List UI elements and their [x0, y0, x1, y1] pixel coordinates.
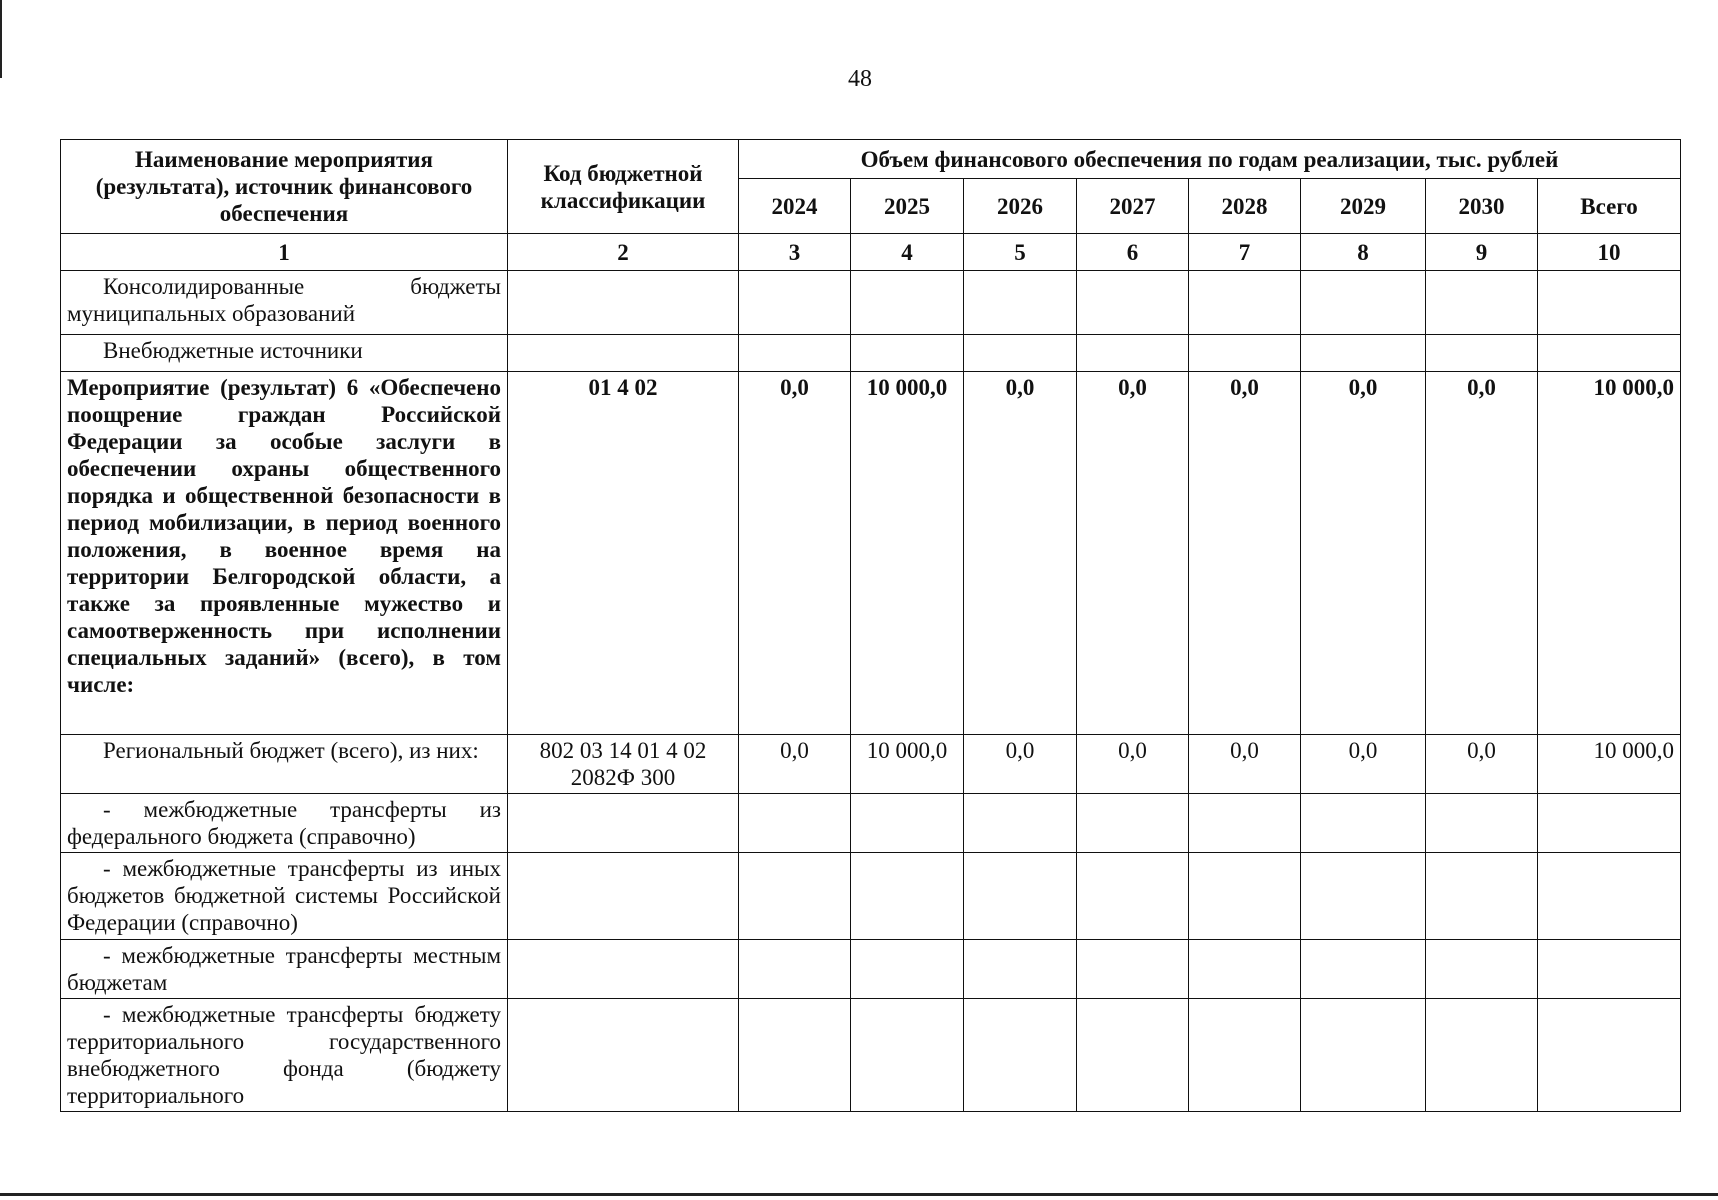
column-number: 1 [61, 234, 508, 271]
row-value: 0,0 [1301, 372, 1426, 735]
header-year-2030: 2030 [1426, 179, 1538, 234]
row-value: 0,0 [739, 735, 851, 794]
row-code: 802 03 14 01 4 02 2082Ф 300 [508, 735, 739, 794]
row-value [739, 794, 851, 853]
row-value [1538, 271, 1681, 335]
row-value [851, 335, 964, 372]
row-value [964, 853, 1077, 940]
row-value [1189, 271, 1301, 335]
row-value [1301, 853, 1426, 940]
page-bottom-rule [0, 1193, 1718, 1196]
table-row-measure-6 [61, 372, 1681, 735]
table-row [61, 999, 1681, 1112]
row-name: - межбюджетные трансферты местным бюджетам [61, 940, 508, 999]
row-value [1301, 794, 1426, 853]
row-code [508, 853, 739, 940]
row-value [1189, 794, 1301, 853]
budget-table [60, 139, 1681, 1112]
row-value [1077, 794, 1189, 853]
row-value: 0,0 [739, 372, 851, 735]
row-value [739, 335, 851, 372]
row-value [1077, 853, 1189, 940]
row-code [508, 794, 739, 853]
page-number: 48 [848, 66, 872, 92]
header-row-top [61, 140, 1681, 179]
row-value [1426, 271, 1538, 335]
table-row [61, 853, 1681, 940]
row-value [1538, 335, 1681, 372]
row-value: 10 000,0 [1538, 735, 1681, 794]
row-name: - межбюджетные трансферты из федерального бюджета (справочно) [61, 794, 508, 853]
table-row [61, 335, 1681, 372]
row-value [1189, 999, 1301, 1112]
row-value [1301, 940, 1426, 999]
column-number: 5 [964, 234, 1077, 271]
header-code-column: Код бюджетной классификации [508, 140, 739, 234]
row-value: 0,0 [1426, 372, 1538, 735]
row-value: 10 000,0 [851, 372, 964, 735]
row-value: 0,0 [1189, 372, 1301, 735]
row-value [1189, 940, 1301, 999]
row-value [739, 271, 851, 335]
row-value [1426, 335, 1538, 372]
row-value [1538, 940, 1681, 999]
header-year-2025: 2025 [851, 179, 964, 234]
row-value: 0,0 [1189, 735, 1301, 794]
column-number-row [61, 234, 1681, 271]
header-name-column: Наименование мероприятия (результата), источник финансового обеспечения [61, 140, 508, 234]
row-value [1189, 853, 1301, 940]
row-name: Мероприятие (результат) 6 «Обеспечено поощрение граждан Российской Федерации за особые заслуги в обеспечении охраны общественного порядка и общественной безопасности в период мобилизации, в период военного положения, в военное время на территории Белгородской области, а также за проявленные мужество и самоотверженность при исполнении специальных заданий» (всего), в том числе: [61, 372, 508, 735]
row-value [739, 999, 851, 1112]
row-value [1538, 999, 1681, 1112]
row-code: 01 4 02 [508, 372, 739, 735]
row-code [508, 999, 739, 1112]
column-number: 2 [508, 234, 739, 271]
header-total: Всего [1538, 179, 1681, 234]
row-value [964, 940, 1077, 999]
row-value [964, 335, 1077, 372]
row-value: 0,0 [1426, 735, 1538, 794]
page-left-edge [0, 0, 2, 78]
table-row [61, 271, 1681, 335]
header-year-2027: 2027 [1077, 179, 1189, 234]
header-volume-column: Объем финансового обеспечения по годам реализации, тыс. рублей [739, 140, 1681, 179]
column-number: 9 [1426, 234, 1538, 271]
header-year-2024: 2024 [739, 179, 851, 234]
row-code [508, 271, 739, 335]
header-year-2029: 2029 [1301, 179, 1426, 234]
row-name: Региональный бюджет (всего), из них: [61, 735, 508, 794]
row-value [851, 853, 964, 940]
row-value [1301, 999, 1426, 1112]
row-code [508, 940, 739, 999]
row-code [508, 335, 739, 372]
row-value: 0,0 [1077, 735, 1189, 794]
row-value: 10 000,0 [851, 735, 964, 794]
row-value [851, 271, 964, 335]
header-year-2028: 2028 [1189, 179, 1301, 234]
row-name: Консолидированные бюджеты муниципальных образований [61, 271, 508, 335]
row-value: 10 000,0 [1538, 372, 1681, 735]
row-value [1538, 794, 1681, 853]
row-value [1301, 335, 1426, 372]
row-value [964, 271, 1077, 335]
row-value [739, 853, 851, 940]
row-name: - межбюджетные трансферты из иных бюджетов бюджетной системы Российской Федерации (справочно) [61, 853, 508, 940]
row-value: 0,0 [964, 372, 1077, 735]
table-row [61, 940, 1681, 999]
row-value: 0,0 [1301, 735, 1426, 794]
row-value [1301, 271, 1426, 335]
row-value [1426, 940, 1538, 999]
row-value [1077, 335, 1189, 372]
column-number: 3 [739, 234, 851, 271]
row-value [1077, 999, 1189, 1112]
row-value [1426, 853, 1538, 940]
column-number: 10 [1538, 234, 1681, 271]
row-value [1077, 940, 1189, 999]
row-value: 0,0 [964, 735, 1077, 794]
row-value [1538, 853, 1681, 940]
column-number: 8 [1301, 234, 1426, 271]
row-value [851, 940, 964, 999]
column-number: 7 [1189, 234, 1301, 271]
row-value [1426, 999, 1538, 1112]
row-value [739, 940, 851, 999]
row-value [964, 794, 1077, 853]
row-value [964, 999, 1077, 1112]
header-year-2026: 2026 [964, 179, 1077, 234]
table-row [61, 794, 1681, 853]
row-value [1077, 271, 1189, 335]
column-number: 6 [1077, 234, 1189, 271]
row-name: - межбюджетные трансферты бюджету территориального государственного внебюджетного фонда (бюджету территориального [61, 999, 508, 1112]
row-value [851, 794, 964, 853]
column-number: 4 [851, 234, 964, 271]
row-value [1189, 335, 1301, 372]
row-value [851, 999, 964, 1112]
table-row [61, 735, 1681, 794]
row-value [1426, 794, 1538, 853]
row-value: 0,0 [1077, 372, 1189, 735]
row-name: Внебюджетные источники [61, 335, 508, 372]
